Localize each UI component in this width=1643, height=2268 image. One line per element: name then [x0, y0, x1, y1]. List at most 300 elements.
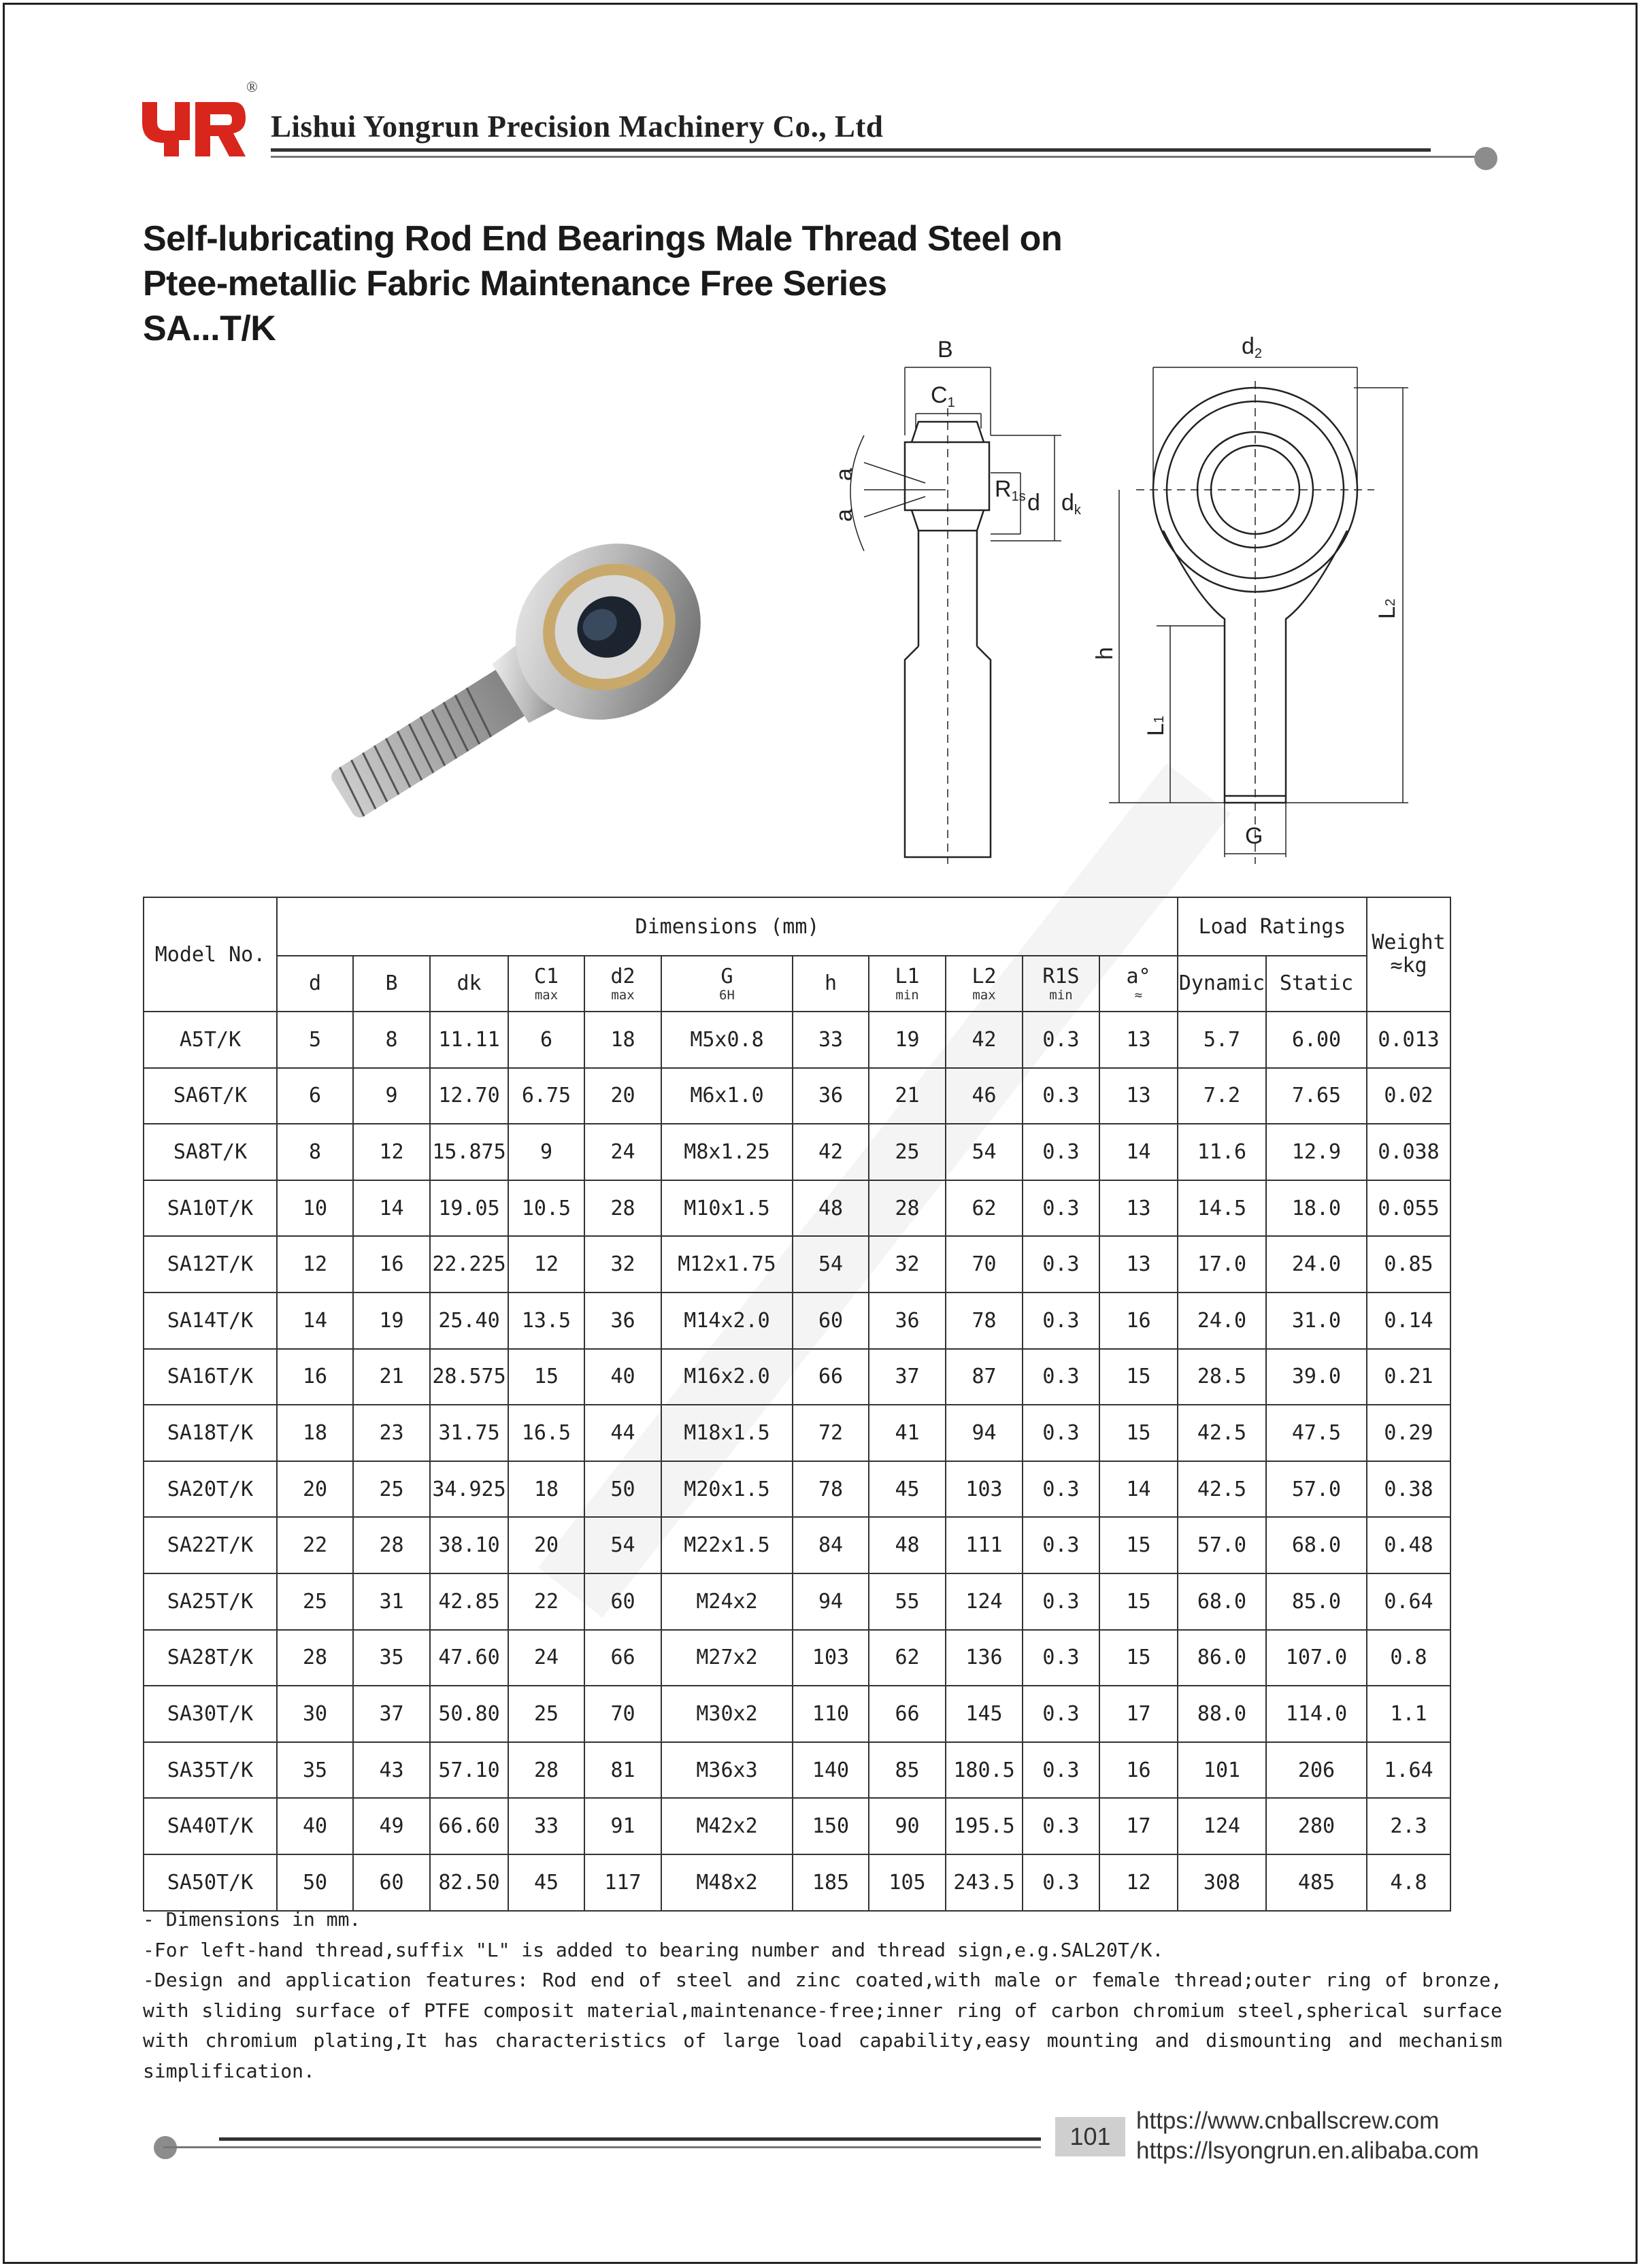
- table-cell: 15: [1099, 1349, 1178, 1405]
- table-cell: 145: [946, 1686, 1023, 1742]
- label-G: G: [1245, 823, 1263, 849]
- label-R1s: R1s: [995, 476, 1026, 504]
- table-cell: 14: [353, 1180, 430, 1237]
- table-cell: 0.013: [1367, 1012, 1450, 1068]
- table-cell: 0.038: [1367, 1124, 1450, 1180]
- table-cell: 49: [353, 1798, 430, 1854]
- table-cell: 15: [1099, 1630, 1178, 1686]
- column-header: R1S min: [1023, 956, 1099, 1012]
- model-cell: SA50T/K: [144, 1854, 277, 1911]
- table-cell: 94: [946, 1405, 1023, 1461]
- table-cell: 54: [946, 1124, 1023, 1180]
- table-cell: 16: [353, 1236, 430, 1293]
- table-cell: 25: [277, 1573, 353, 1630]
- table-cell: 72: [793, 1405, 869, 1461]
- table-cell: 14: [1099, 1124, 1178, 1180]
- table-cell: 81: [584, 1742, 661, 1799]
- table-cell: M16x2.0: [661, 1349, 793, 1405]
- alibaba-link[interactable]: https://lsyongrun.en.alibaba.com: [1136, 2137, 1479, 2164]
- table-cell: 0.3: [1023, 1349, 1099, 1405]
- table-cell: 84: [793, 1517, 869, 1573]
- table-cell: 6.75: [508, 1068, 584, 1124]
- dimensions-header: Dimensions (mm): [277, 897, 1178, 956]
- table-cell: 0.3: [1023, 1686, 1099, 1742]
- title-line-1: Self-lubricating Rod End Bearings Male Thread Steel on: [143, 219, 1063, 259]
- table-cell: 11.11: [430, 1012, 508, 1068]
- table-cell: 117: [584, 1854, 661, 1911]
- table-cell: 19: [869, 1012, 946, 1068]
- table-cell: 10.5: [508, 1180, 584, 1237]
- model-cell: SA35T/K: [144, 1742, 277, 1799]
- table-cell: 32: [584, 1236, 661, 1293]
- yr-logo-icon: [139, 95, 248, 163]
- table-cell: 48: [869, 1517, 946, 1573]
- table-cell: 42.5: [1178, 1461, 1266, 1518]
- table-cell: 124: [1178, 1798, 1266, 1854]
- rod-end-photo: [272, 469, 708, 837]
- label-dk: dk: [1061, 490, 1081, 518]
- label-B: B: [937, 337, 953, 363]
- table-cell: 308: [1178, 1854, 1266, 1911]
- table-cell: 24.0: [1178, 1293, 1266, 1349]
- model-cell: SA18T/K: [144, 1405, 277, 1461]
- table-cell: 180.5: [946, 1742, 1023, 1799]
- label-a2: a: [831, 509, 857, 522]
- table-cell: 0.38: [1367, 1461, 1450, 1518]
- table-cell: 40: [277, 1798, 353, 1854]
- table-cell: 0.3: [1023, 1573, 1099, 1630]
- table-cell: 0.055: [1367, 1180, 1450, 1237]
- table-cell: 0.3: [1023, 1068, 1099, 1124]
- table-cell: 28: [869, 1180, 946, 1237]
- table-cell: 7.65: [1266, 1068, 1367, 1124]
- table-cell: 110: [793, 1686, 869, 1742]
- table-cell: 25: [353, 1461, 430, 1518]
- table-cell: 50: [584, 1461, 661, 1518]
- table-cell: 150: [793, 1798, 869, 1854]
- table-cell: 136: [946, 1630, 1023, 1686]
- table-cell: 16: [277, 1349, 353, 1405]
- table-cell: 0.85: [1367, 1236, 1450, 1293]
- table-cell: 24: [508, 1630, 584, 1686]
- header-rule: [271, 148, 1431, 152]
- table-cell: M6x1.0: [661, 1068, 793, 1124]
- table-cell: 41: [869, 1405, 946, 1461]
- model-cell: SA22T/K: [144, 1517, 277, 1573]
- table-cell: M8x1.25: [661, 1124, 793, 1180]
- table-cell: 60: [793, 1293, 869, 1349]
- model-cell: SA8T/K: [144, 1124, 277, 1180]
- table-cell: 16: [1099, 1293, 1178, 1349]
- table-cell: 85.0: [1266, 1573, 1367, 1630]
- table-cell: 42.85: [430, 1573, 508, 1630]
- table-cell: 5.7: [1178, 1012, 1266, 1068]
- table-cell: 14: [277, 1293, 353, 1349]
- table-cell: 40: [584, 1349, 661, 1405]
- table-cell: 101: [1178, 1742, 1266, 1799]
- table-row: [144, 1293, 1450, 1349]
- table-cell: 13: [1099, 1180, 1178, 1237]
- table-cell: 36: [584, 1293, 661, 1349]
- table-row: [144, 1630, 1450, 1686]
- column-header: dk: [430, 956, 508, 1012]
- table-cell: 0.3: [1023, 1517, 1099, 1573]
- table-cell: 47.60: [430, 1630, 508, 1686]
- table-cell: 19.05: [430, 1180, 508, 1237]
- table-cell: 62: [869, 1630, 946, 1686]
- table-cell: 0.48: [1367, 1517, 1450, 1573]
- table-cell: 57.0: [1266, 1461, 1367, 1518]
- table-cell: 0.3: [1023, 1742, 1099, 1799]
- table-cell: 28.575: [430, 1349, 508, 1405]
- table-cell: 45: [508, 1854, 584, 1911]
- table-cell: 82.50: [430, 1854, 508, 1911]
- model-cell: SA30T/K: [144, 1686, 277, 1742]
- table-cell: 1.64: [1367, 1742, 1450, 1799]
- table-cell: 0.3: [1023, 1854, 1099, 1911]
- table-cell: 45: [869, 1461, 946, 1518]
- table-cell: 50: [277, 1854, 353, 1911]
- table-cell: 48: [793, 1180, 869, 1237]
- table-cell: 30: [277, 1686, 353, 1742]
- column-header: G 6H: [661, 956, 793, 1012]
- table-cell: 0.64: [1367, 1573, 1450, 1630]
- table-cell: M27x2: [661, 1630, 793, 1686]
- table-cell: 25.40: [430, 1293, 508, 1349]
- table-cell: 1.1: [1367, 1686, 1450, 1742]
- table-cell: 12: [1099, 1854, 1178, 1911]
- table-cell: M12x1.75: [661, 1236, 793, 1293]
- table-cell: 13: [1099, 1236, 1178, 1293]
- table-cell: 24.0: [1266, 1236, 1367, 1293]
- table-cell: 21: [353, 1349, 430, 1405]
- model-cell: A5T/K: [144, 1012, 277, 1068]
- model-cell: SA16T/K: [144, 1349, 277, 1405]
- label-a1: a: [831, 468, 857, 481]
- table-row: [144, 1180, 1450, 1237]
- table-cell: 18: [277, 1405, 353, 1461]
- table-cell: 111: [946, 1517, 1023, 1573]
- table-cell: 105: [869, 1854, 946, 1911]
- table-cell: 35: [277, 1742, 353, 1799]
- table-cell: 36: [869, 1293, 946, 1349]
- table-cell: 103: [946, 1461, 1023, 1518]
- table-cell: 39.0: [1266, 1349, 1367, 1405]
- table-cell: 18.0: [1266, 1180, 1367, 1237]
- table-row: [144, 1124, 1450, 1180]
- table-cell: 57.10: [430, 1742, 508, 1799]
- table-cell: 91: [584, 1798, 661, 1854]
- table-cell: 6: [508, 1012, 584, 1068]
- table-row: [144, 1854, 1450, 1911]
- table-cell: 22: [277, 1517, 353, 1573]
- table-cell: 0.3: [1023, 1630, 1099, 1686]
- table-cell: 243.5: [946, 1854, 1023, 1911]
- website-link[interactable]: https://www.cnballscrew.com: [1136, 2107, 1440, 2134]
- table-cell: 195.5: [946, 1798, 1023, 1854]
- table-cell: 54: [584, 1517, 661, 1573]
- table-cell: 33: [793, 1012, 869, 1068]
- table-cell: M42x2: [661, 1798, 793, 1854]
- table-cell: 14.5: [1178, 1180, 1266, 1237]
- table-cell: 18: [508, 1461, 584, 1518]
- table-cell: 185: [793, 1854, 869, 1911]
- title-line-3: SA...T/K: [143, 309, 276, 348]
- table-cell: 103: [793, 1630, 869, 1686]
- company-name: Lishui Yongrun Precision Machinery Co., Ltd: [271, 110, 884, 144]
- table-cell: 66: [793, 1349, 869, 1405]
- table-cell: 0.3: [1023, 1461, 1099, 1518]
- table-cell: 8: [277, 1124, 353, 1180]
- note-features: -Design and application features: Rod end of steel and zinc coated,with male or female thread;outer ring of bronze, with sliding surface of PTFE composit material,maintenance-free;inner ring of carbon chromium steel,spherical surface with chromium plating,It has characteristics of large load capability,easy mounting and dismounting and mechanism simplification.: [143, 1969, 1502, 2082]
- table-cell: 35: [353, 1630, 430, 1686]
- table-cell: 0.3: [1023, 1293, 1099, 1349]
- table-cell: 42: [793, 1124, 869, 1180]
- table-cell: 0.14: [1367, 1293, 1450, 1349]
- table-cell: 14: [1099, 1461, 1178, 1518]
- label-h: h: [1092, 647, 1118, 660]
- table-cell: 44: [584, 1405, 661, 1461]
- column-header: B: [353, 956, 430, 1012]
- footer-rule-thin: [163, 2146, 1041, 2148]
- table-cell: 32: [869, 1236, 946, 1293]
- dimension-drawing: [816, 327, 1497, 871]
- table-cell: 57.0: [1178, 1517, 1266, 1573]
- table-cell: 15: [1099, 1517, 1178, 1573]
- table-cell: M10x1.5: [661, 1180, 793, 1237]
- table-cell: M36x3: [661, 1742, 793, 1799]
- table-cell: 124: [946, 1573, 1023, 1630]
- table-cell: 280: [1266, 1798, 1367, 1854]
- column-header: Dynamic: [1178, 956, 1266, 1012]
- table-cell: 20: [277, 1461, 353, 1518]
- table-cell: 5: [277, 1012, 353, 1068]
- note-dimensions: - Dimensions in mm.: [143, 1908, 361, 1931]
- table-cell: 6.00: [1266, 1012, 1367, 1068]
- load-ratings-header: Load Ratings: [1178, 897, 1367, 956]
- table-row: [144, 1798, 1450, 1854]
- table-cell: 38.10: [430, 1517, 508, 1573]
- title-line-2: Ptee-metallic Fabric Maintenance Free Series: [143, 264, 887, 303]
- table-cell: 13.5: [508, 1293, 584, 1349]
- table-cell: 16: [1099, 1742, 1178, 1799]
- column-header: L2 max: [946, 956, 1023, 1012]
- table-cell: 17: [1099, 1798, 1178, 1854]
- note-left-hand: -For left-hand thread,suffix "L" is added to bearing number and thread sign,e.g.SAL20T/K.: [143, 1938, 1164, 1961]
- table-cell: 94: [793, 1573, 869, 1630]
- table-cell: 66.60: [430, 1798, 508, 1854]
- table-cell: 15: [1099, 1573, 1178, 1630]
- table-cell: 485: [1266, 1854, 1367, 1911]
- table-cell: 22.225: [430, 1236, 508, 1293]
- table-cell: 18: [584, 1012, 661, 1068]
- table-cell: 54: [793, 1236, 869, 1293]
- model-cell: SA6T/K: [144, 1068, 277, 1124]
- table-cell: 20: [584, 1068, 661, 1124]
- column-header: L1 min: [869, 956, 946, 1012]
- table-cell: 16.5: [508, 1405, 584, 1461]
- table-cell: 50.80: [430, 1686, 508, 1742]
- table-cell: 7.2: [1178, 1068, 1266, 1124]
- table-cell: 88.0: [1178, 1686, 1266, 1742]
- table-cell: 37: [353, 1686, 430, 1742]
- table-cell: 42.5: [1178, 1405, 1266, 1461]
- column-header: Static: [1266, 956, 1367, 1012]
- table-cell: 28.5: [1178, 1349, 1266, 1405]
- table-cell: 4.8: [1367, 1854, 1450, 1911]
- table-cell: 0.3: [1023, 1798, 1099, 1854]
- table-cell: 17: [1099, 1686, 1178, 1742]
- table-cell: 9: [508, 1124, 584, 1180]
- table-cell: 70: [946, 1236, 1023, 1293]
- table-row: [144, 1236, 1450, 1293]
- table-cell: M30x2: [661, 1686, 793, 1742]
- table-cell: 12: [277, 1236, 353, 1293]
- table-cell: M24x2: [661, 1573, 793, 1630]
- table-cell: 86.0: [1178, 1630, 1266, 1686]
- table-cell: 78: [946, 1293, 1023, 1349]
- table-cell: 60: [353, 1854, 430, 1911]
- table-cell: 13: [1099, 1012, 1178, 1068]
- registered-mark: ®: [246, 78, 258, 95]
- table-cell: 0.29: [1367, 1405, 1450, 1461]
- table-row: [144, 1405, 1450, 1461]
- table-cell: M5x0.8: [661, 1012, 793, 1068]
- table-cell: 87: [946, 1349, 1023, 1405]
- table-cell: 42: [946, 1012, 1023, 1068]
- table-cell: 12.70: [430, 1068, 508, 1124]
- table-cell: 70: [584, 1686, 661, 1742]
- table-cell: 15: [508, 1349, 584, 1405]
- table-cell: 0.02: [1367, 1068, 1450, 1124]
- table-cell: 2.3: [1367, 1798, 1450, 1854]
- weight-header: Weight ≈kg: [1367, 897, 1450, 1012]
- table-cell: 0.8: [1367, 1630, 1450, 1686]
- table-cell: M14x2.0: [661, 1293, 793, 1349]
- table-cell: M18x1.5: [661, 1405, 793, 1461]
- table-row: [144, 1517, 1450, 1573]
- table-row: [144, 1742, 1450, 1799]
- header-rule-thin: [271, 156, 1482, 158]
- table-cell: 55: [869, 1573, 946, 1630]
- table-cell: 107.0: [1266, 1630, 1367, 1686]
- table-cell: 0.3: [1023, 1180, 1099, 1237]
- table-cell: 114.0: [1266, 1686, 1367, 1742]
- table-cell: 28: [277, 1630, 353, 1686]
- table-row: [144, 1012, 1450, 1068]
- label-L2: L2: [1374, 598, 1400, 619]
- footer-rule: [219, 2137, 1041, 2141]
- table-row: [144, 1573, 1450, 1630]
- column-header: a° ≈: [1099, 956, 1178, 1012]
- column-header: d: [277, 956, 353, 1012]
- label-C1: C1: [931, 382, 955, 410]
- column-header: h: [793, 956, 869, 1012]
- label-d: d: [1027, 490, 1040, 516]
- table-cell: 31.75: [430, 1405, 508, 1461]
- label-L1: L1: [1143, 715, 1169, 736]
- table-cell: 62: [946, 1180, 1023, 1237]
- table-cell: 68.0: [1266, 1517, 1367, 1573]
- table-cell: 78: [793, 1461, 869, 1518]
- table-cell: 206: [1266, 1742, 1367, 1799]
- table-cell: 68.0: [1178, 1573, 1266, 1630]
- model-cell: SA10T/K: [144, 1180, 277, 1237]
- table-cell: 90: [869, 1798, 946, 1854]
- table-cell: 28: [508, 1742, 584, 1799]
- table-cell: 0.21: [1367, 1349, 1450, 1405]
- page-number: 101: [1055, 2117, 1125, 2156]
- header-dot: [1474, 147, 1497, 170]
- table-cell: 33: [508, 1798, 584, 1854]
- table-cell: 46: [946, 1068, 1023, 1124]
- table-cell: 28: [353, 1517, 430, 1573]
- table-cell: 25: [508, 1686, 584, 1742]
- table-cell: 12.9: [1266, 1124, 1367, 1180]
- table-cell: 85: [869, 1742, 946, 1799]
- table-cell: 19: [353, 1293, 430, 1349]
- table-cell: 43: [353, 1742, 430, 1799]
- table-cell: 23: [353, 1405, 430, 1461]
- model-cell: SA20T/K: [144, 1461, 277, 1518]
- table-cell: M48x2: [661, 1854, 793, 1911]
- model-cell: SA28T/K: [144, 1630, 277, 1686]
- table-cell: 6: [277, 1068, 353, 1124]
- table-cell: 12: [508, 1236, 584, 1293]
- table-cell: 8: [353, 1012, 430, 1068]
- table-cell: 47.5: [1266, 1405, 1367, 1461]
- label-d2: d2: [1242, 333, 1263, 361]
- table-cell: 0.3: [1023, 1012, 1099, 1068]
- table-cell: 37: [869, 1349, 946, 1405]
- table-cell: 24: [584, 1124, 661, 1180]
- table-cell: 31: [353, 1573, 430, 1630]
- table-cell: 17.0: [1178, 1236, 1266, 1293]
- table-cell: 15: [1099, 1405, 1178, 1461]
- table-cell: 31.0: [1266, 1293, 1367, 1349]
- table-cell: 20: [508, 1517, 584, 1573]
- table-cell: 13: [1099, 1068, 1178, 1124]
- table-cell: M22x1.5: [661, 1517, 793, 1573]
- table-cell: 9: [353, 1068, 430, 1124]
- table-cell: 66: [584, 1630, 661, 1686]
- table-cell: 21: [869, 1068, 946, 1124]
- table-row: [144, 1686, 1450, 1742]
- column-header: d2 max: [584, 956, 661, 1012]
- table-cell: 60: [584, 1573, 661, 1630]
- spec-table: [143, 897, 1451, 1912]
- model-cell: SA12T/K: [144, 1236, 277, 1293]
- table-row: [144, 1461, 1450, 1518]
- model-cell: SA25T/K: [144, 1573, 277, 1630]
- table-row: [144, 1349, 1450, 1405]
- table-cell: 0.3: [1023, 1236, 1099, 1293]
- table-cell: 22: [508, 1573, 584, 1630]
- model-header: Model No.: [144, 897, 277, 1012]
- model-cell: SA14T/K: [144, 1293, 277, 1349]
- column-header: C1 max: [508, 956, 584, 1012]
- table-cell: 11.6: [1178, 1124, 1266, 1180]
- table-cell: 36: [793, 1068, 869, 1124]
- table-cell: 28: [584, 1180, 661, 1237]
- table-cell: 25: [869, 1124, 946, 1180]
- table-cell: 140: [793, 1742, 869, 1799]
- table-cell: 10: [277, 1180, 353, 1237]
- table-cell: 66: [869, 1686, 946, 1742]
- table-row: [144, 1068, 1450, 1124]
- table-cell: M20x1.5: [661, 1461, 793, 1518]
- table-cell: 15.875: [430, 1124, 508, 1180]
